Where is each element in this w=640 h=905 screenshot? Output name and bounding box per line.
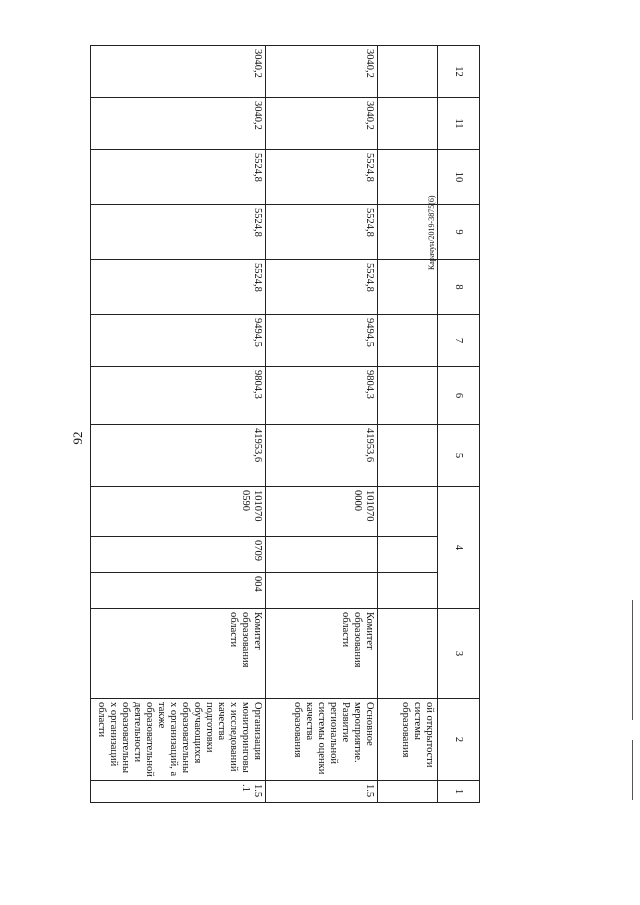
cell-col1	[378, 781, 438, 803]
cell-col4-csr: 101070 0590	[91, 487, 266, 537]
cell-col3: Комитет образования области	[266, 609, 378, 699]
table-header-row	[438, 46, 480, 803]
cell-col4-csr	[378, 487, 438, 537]
cell-col6: 9804,3	[91, 367, 266, 425]
margin-line	[632, 600, 633, 720]
cell-col8	[378, 260, 438, 315]
cell-col11: 3040,2	[91, 98, 266, 150]
cell-col2: Организация мониторинговых исследований качества подготовки обучающихся образовательных организаций, а также образовательной деятельности образовательных организаций области	[91, 699, 266, 781]
cell-col11: 3040,2	[266, 98, 378, 150]
cell-col10: 5524,8	[266, 150, 378, 205]
header-cell: 7	[438, 315, 480, 367]
cell-col10	[378, 150, 438, 205]
cell-col9: 5524,8	[91, 205, 266, 260]
header-cell: 8	[438, 260, 480, 315]
cell-col3: Комитет образования области	[91, 609, 266, 699]
cell-col4-csr: 101070 0000	[266, 487, 378, 537]
header-cell: 5	[438, 425, 480, 487]
table-row	[266, 46, 378, 803]
header-cell: 9	[438, 205, 480, 260]
cell-col9: 5524,8	[266, 205, 378, 260]
cell-col5: 41953,6	[91, 425, 266, 487]
cell-col9	[378, 205, 438, 260]
cell-col6	[378, 367, 438, 425]
cell-col4-grbs: 004	[91, 573, 266, 609]
cell-col4-grbs	[266, 573, 378, 609]
header-cell: 12	[438, 46, 480, 98]
cell-col12	[378, 46, 438, 98]
cell-col5: 41953,6	[266, 425, 378, 487]
header-cell: 3	[438, 609, 480, 699]
budget-table	[90, 45, 480, 802]
cell-col1: 1.5.1	[91, 781, 266, 803]
cell-col2: ой открытости системы образования	[378, 699, 438, 781]
table-row	[378, 46, 438, 803]
cell-col5	[378, 425, 438, 487]
header-cell: 2	[438, 699, 480, 781]
cell-col8: 5524,8	[91, 260, 266, 315]
cell-col10: 5524,8	[91, 150, 266, 205]
cell-col3	[378, 609, 438, 699]
header-cell: 11	[438, 98, 480, 150]
table-row	[91, 46, 266, 803]
cell-col12: 3040,2	[266, 46, 378, 98]
cell-col6: 9804,3	[266, 367, 378, 425]
page-number: 92	[70, 431, 85, 445]
header-cell: 6	[438, 367, 480, 425]
cell-col7	[378, 315, 438, 367]
cell-col7: 9494,5	[266, 315, 378, 367]
cell-col4-section	[266, 537, 378, 573]
cell-col12: 3040,2	[91, 46, 266, 98]
header-cell: 10	[438, 150, 480, 205]
cell-col2: Основное мероприятие. Развитие региональной системы оценки качества образования	[266, 699, 378, 781]
cell-col11	[378, 98, 438, 150]
cell-col4-section	[378, 537, 438, 573]
document-stamp: Карачун/2019-3875(6)	[427, 195, 436, 270]
cell-col8: 5524,8	[266, 260, 378, 315]
header-cell: 4	[438, 487, 480, 609]
cell-col4-section: 0709	[91, 537, 266, 573]
margin-line	[632, 740, 633, 800]
cell-col7: 9494,5	[91, 315, 266, 367]
cell-col1: 1.5	[266, 781, 378, 803]
header-cell: 1	[438, 781, 480, 803]
cell-col4-grbs	[378, 573, 438, 609]
